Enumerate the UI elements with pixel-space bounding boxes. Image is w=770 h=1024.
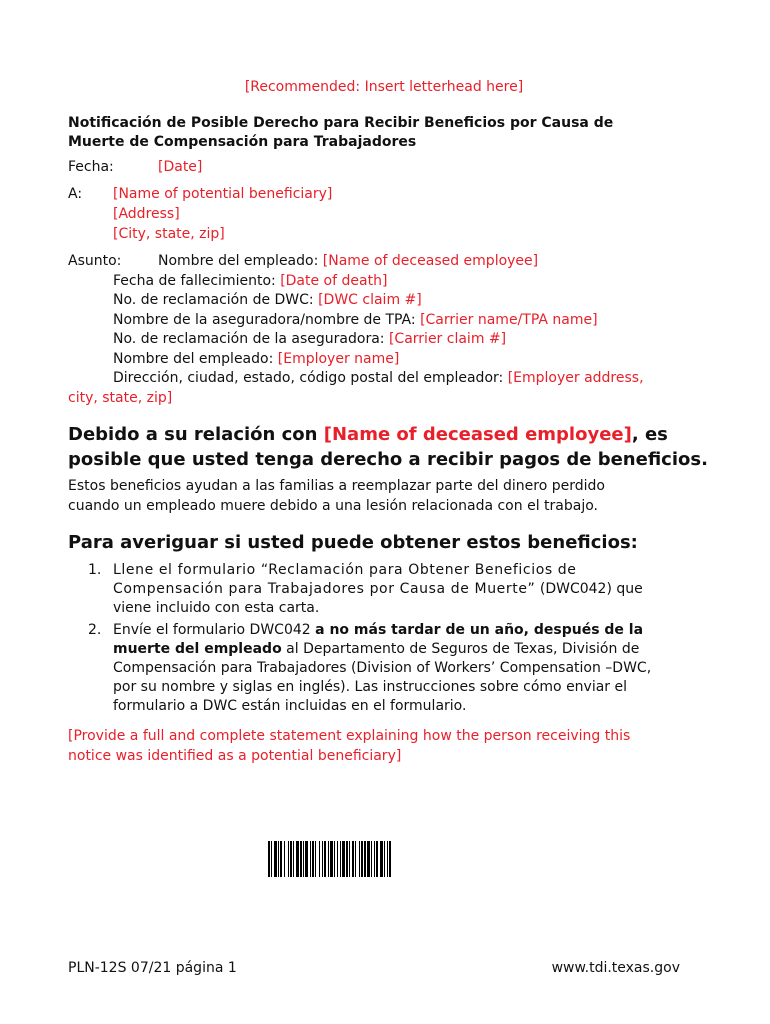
letter-page — [68, 0, 708, 1024]
recipient-label: A: — [68, 186, 83, 202]
date-label: Fecha: — [68, 159, 114, 175]
list-item-1: 1. Llene el formulario “Reclamación para Obtener Beneficios de Compensación para Trabajadores por Causa de Muerte” (DWC042) que viene incluido con esta carta. — [88, 562, 643, 616]
relationship-heading — [68, 422, 708, 472]
recipient-city: [City, state, zip] — [113, 226, 225, 242]
subject-field-6-cont: city, state, zip] — [68, 390, 173, 406]
intro-paragraph: Estos beneficios ayudan a las familias a reemplazar parte del dinero perdido cuando un empleado muere debido a una lesión relacionada con el trabajo. — [68, 478, 605, 514]
barcode-image — [268, 841, 502, 877]
list-item-2: 2. Envíe el formulario DWC042 a no más tardar de un año, después de la muerte del empleado al Departamento de Seguros de Texas, División de Compensación para Trabajadores (Division of Workers’ Compensation –DWC, por su nombre y siglas en inglés). Las instrucciones sobre cómo enviar el formulario a DWC están incluidas en el formulario. — [88, 622, 652, 714]
subject-field-0: Nombre del empleado: [Name of deceased employee] — [158, 253, 539, 269]
subject-field-4: No. de reclamación de la aseguradora: [Carrier claim #] — [113, 331, 507, 347]
list-number-1: 1. — [88, 562, 102, 578]
title-line-1: Notificación de Posible Derecho para Recibir Beneficios por Causa de — [68, 115, 614, 131]
letterhead-placeholder: [Recommended: Insert letterhead here] — [244, 79, 524, 95]
relationship-heading-line-2: posible que usted tenga derecho a recibir pagos de beneficios. — [68, 449, 708, 470]
footer-website: www.tdi.texas.gov — [551, 960, 680, 976]
statement-placeholder: [Provide a full and complete statement explaining how the person receiving this notice was identified as a potential beneficiary] — [68, 728, 631, 764]
footer-form-id: PLN-12S 07/21 página 1 — [68, 960, 237, 976]
recipient-name: [Name of potential beneficiary] — [113, 186, 333, 202]
date-value: [Date] — [158, 159, 203, 175]
recipient-block — [68, 184, 700, 244]
subject-block — [68, 251, 708, 411]
recipient-address: [Address] — [113, 206, 180, 222]
relationship-heading-line-1: Debido a su relación con [Name of deceased employee], es — [68, 424, 668, 445]
date-row — [68, 157, 700, 177]
title-line-2: Muerte de Compensación para Trabajadores — [68, 134, 417, 150]
deceased-name-placeholder: [Name of deceased employee] — [323, 424, 632, 445]
subject-field-1: Fecha de fallecimiento: [Date of death] — [113, 273, 388, 289]
list-number-2: 2. — [88, 622, 102, 638]
eligibility-heading: Para averiguar si usted puede obtener estos beneficios: — [68, 532, 638, 553]
subject-field-3: Nombre de la aseguradora/nombre de TPA: [Carrier name/TPA name] — [113, 312, 598, 328]
subject-field-5: Nombre del empleado: [Employer name] — [113, 351, 400, 367]
subject-label: Asunto: — [68, 253, 122, 269]
subject-field-2: No. de reclamación de DWC: [DWC claim #] — [113, 292, 422, 308]
document-title — [68, 114, 700, 152]
subject-field-6: Dirección, ciudad, estado, código postal del empleador: [Employer address, — [113, 370, 644, 386]
recipient-lines — [113, 184, 332, 244]
